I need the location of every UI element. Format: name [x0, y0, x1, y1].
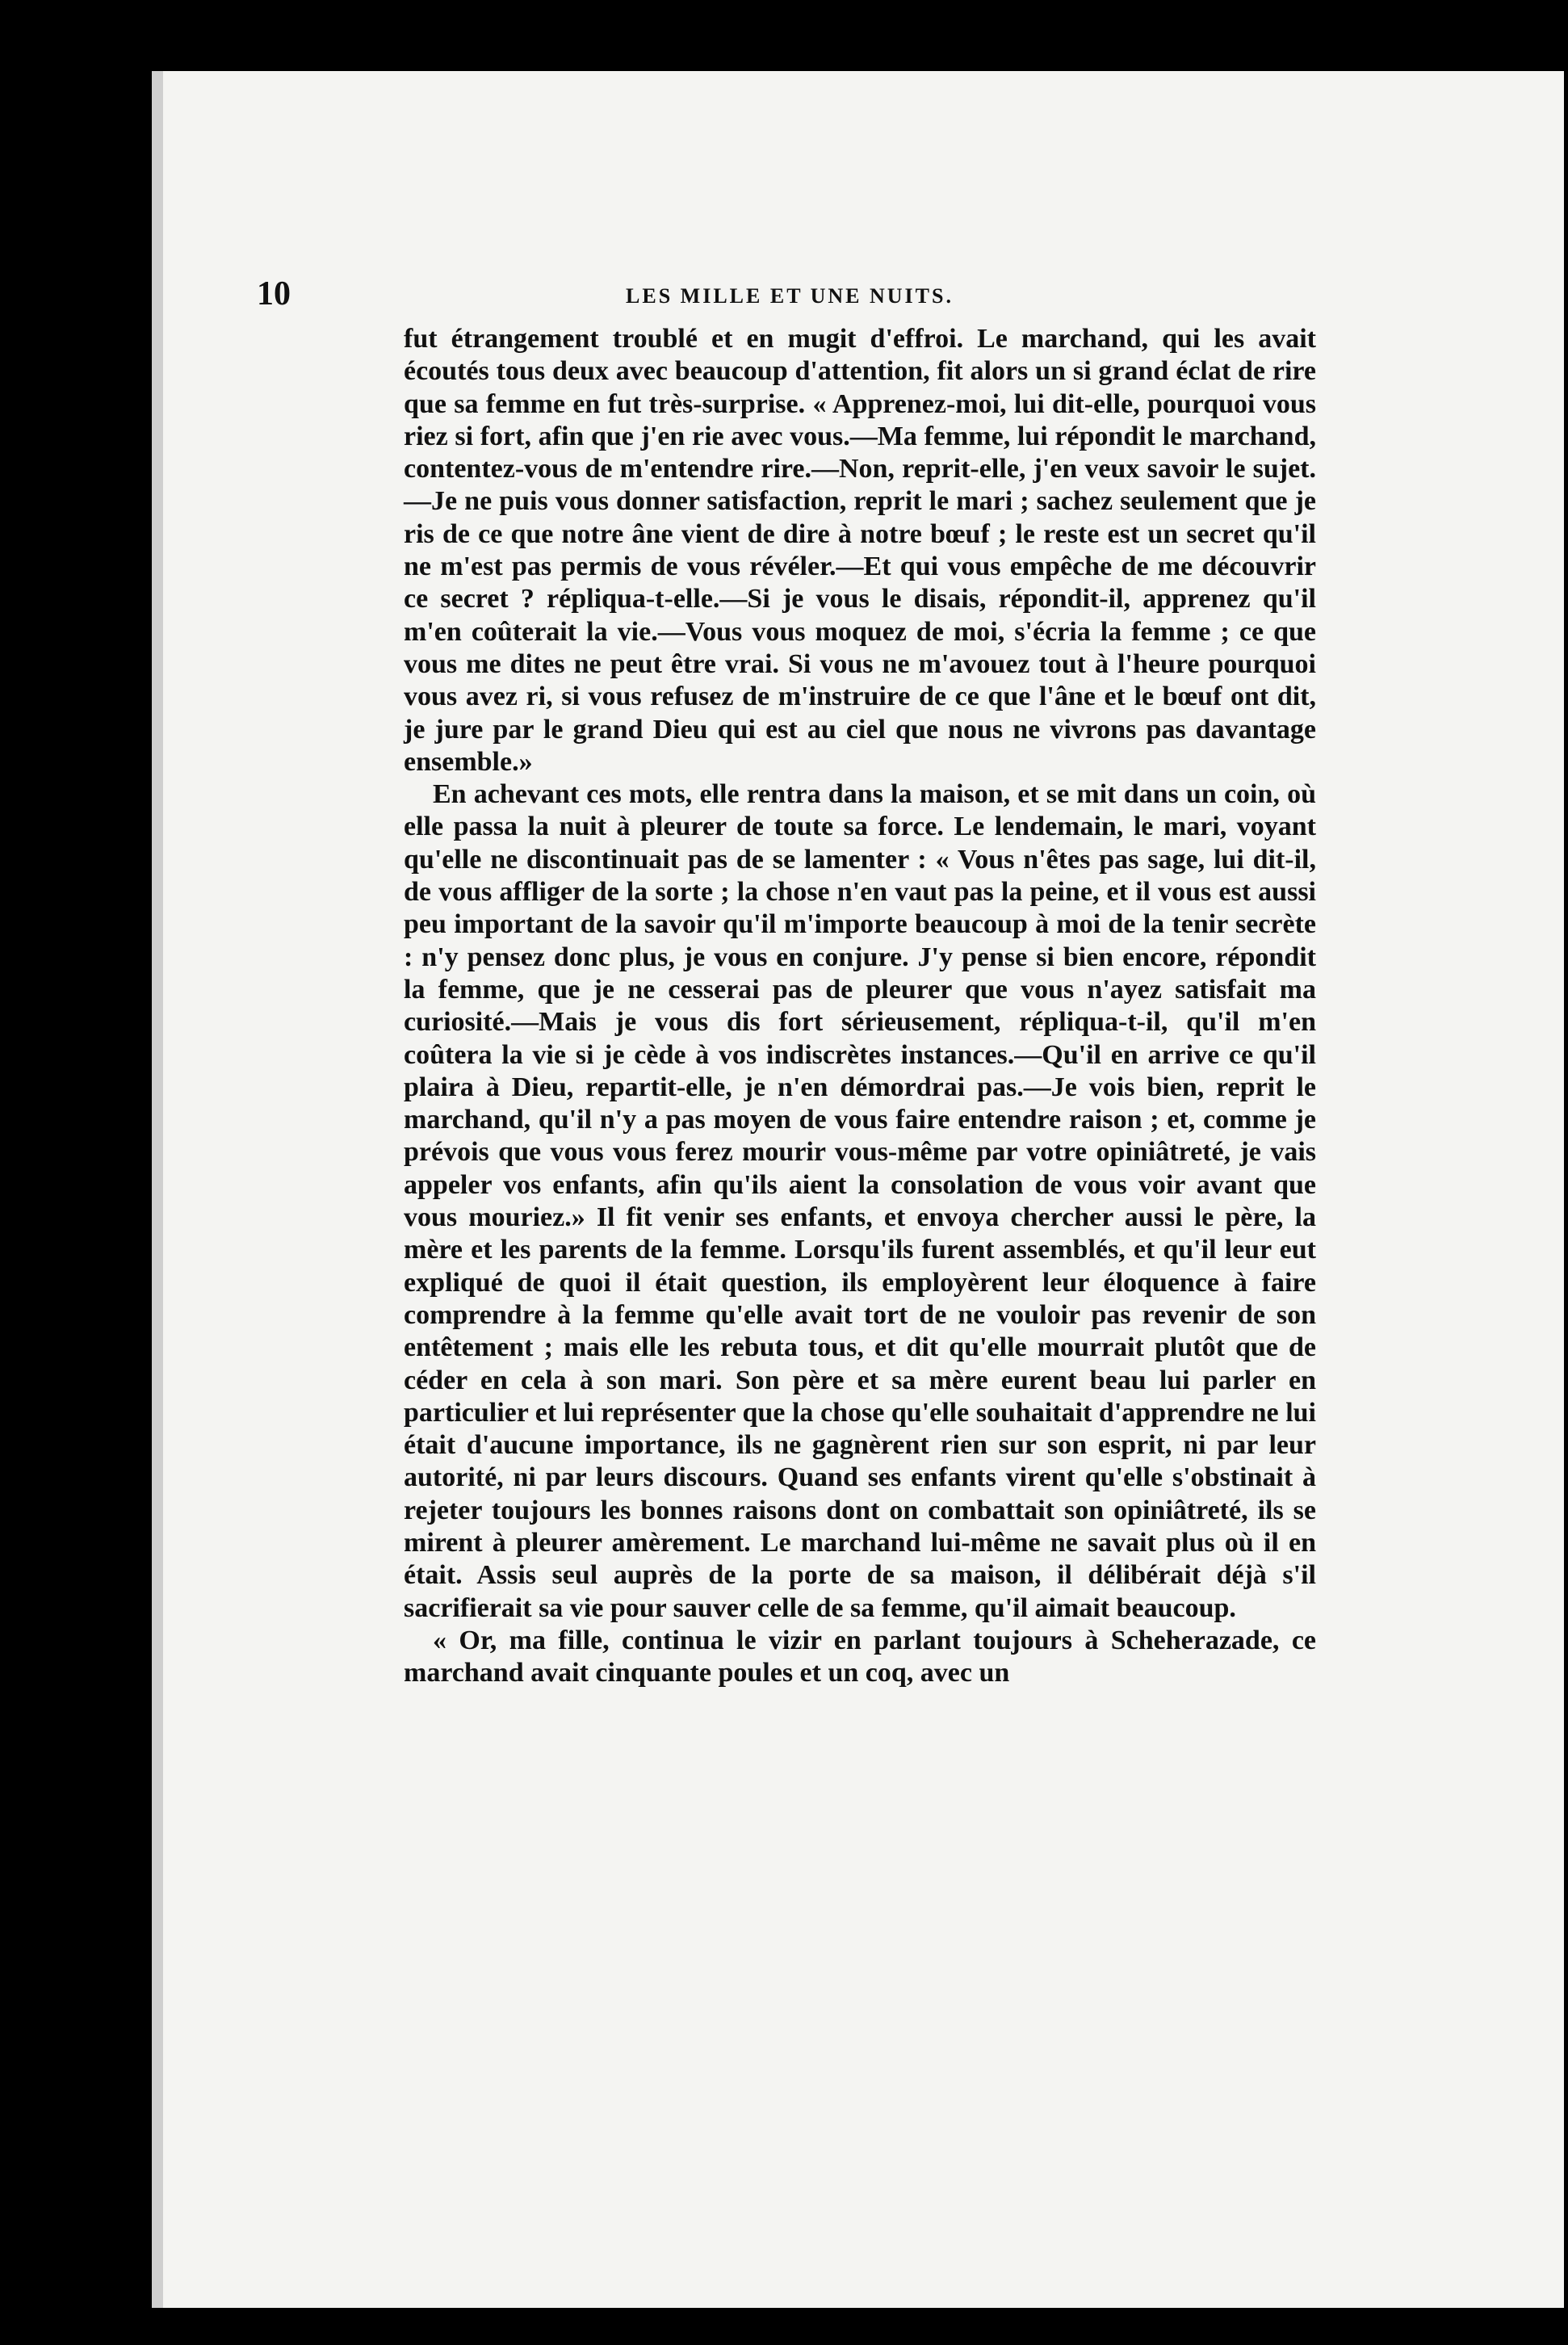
- body-text: [404, 323, 1316, 1689]
- paragraph: « Or, ma fille, continua le vizir en parlant toujours à Scheherazade, ce marchand avait cinquante poules et un coq, avec un: [404, 1625, 1316, 1688]
- paragraph: En achevant ces mots, elle rentra dans la maison, et se mit dans un coin, où elle passa la nuit à pleurer de toute sa force. Le lendemain, le mari, voyant qu'elle ne discontinuait pas de se lamenter : « Vous n'êtes pas sage, lui dit-il, de vous affliger de la sorte ; la chose n'en vaut pas la peine, et il vous est aussi peu important de la savoir qu'il m'importe beaucoup à moi de la tenir secrète : n'y pensez donc plus, je vous en conjure. J'y pense si bien encore, répondit la femme, que je ne cesserai pas de pleurer que vous n'ayez satisfait ma curiosité.—Mais je vous dis fort sérieusement, répliqua-t-il, qu'il m'en coûtera la vie si je cède à vos indiscrètes instances.—Qu'il en arrive ce qu'il plaira à Dieu, repartit-elle, je n'en démordrai pas.—Je vois bien, reprit le marchand, qu'il n'y a pas moyen de vous faire entendre raison ; et, comme je prévois que vous vous ferez mourir vous-même par votre opiniâtreté, je vais appeler vos enfants, afin qu'ils aient la consolation de vous voir avant que vous mouriez.» Il fit venir ses enfants, et envoya chercher aussi le père, la mère et les parents de la femme. Lorsqu'ils furent assemblés, et qu'il leur eut expliqué de quoi il était question, ils employèrent leur éloquence à faire comprendre à la femme qu'elle avait tort de ne vouloir pas revenir de son entêtement ; mais elle les rebuta tous, et dit qu'elle mourrait plutôt que de céder en cela à son mari. Son père et sa mère eurent beau lui parler en particulier et lui représenter que la chose qu'elle souhaitait d'apprendre ne lui était d'aucune importance, ils ne gagnèrent rien sur son esprit, ni par leur autorité, ni par leurs discours. Quand ses enfants virent qu'elle s'obstinait à rejeter toujours les bonnes raisons dont on combattait son opiniâtreté, ils se mirent à pleurer amèrement. Le marchand lui-même ne savait plus où il en était. Assis seul auprès de la porte de sa maison, il délibérait déjà s'il sacrifierait sa vie pour sauver celle de sa femme, qu'il aimait beaucoup.: [404, 779, 1316, 1623]
- paragraph: fut étrangement troublé et en mugit d'effroi. Le marchand, qui les avait écoutés tous deux avec beaucoup d'attention, fit alors un si grand éclat de rire que sa femme en fut très-surprise. « Apprenez-moi, lui dit-elle, pourquoi vous riez si fort, afin que j'en rie avec vous.—Ma femme, lui répondit le marchand, contentez-vous de m'entendre rire.—Non, reprit-elle, j'en veux savoir le sujet.—Je ne puis vous donner satisfaction, reprit le mari ; sachez seulement que je ris de ce que notre âne vient de dire à notre bœuf ; le reste est un secret qu'il ne m'est pas permis de vous révéler.—Et qui vous empêche de me découvrir ce secret ? répliqua-t-elle.—Si je vous le disais, répondit-il, apprenez qu'il m'en coûterait la vie.—Vous vous moquez de moi, s'écria la femme ; ce que vous me dites ne peut être vrai. Si vous ne m'avouez tout à l'heure pourquoi vous avez ri, si vous refusez de m'instruire de ce que l'âne et le bœuf ont dit, je jure par le grand Dieu qui est au ciel que nous ne vivrons pas davantage ensemble.»: [404, 324, 1316, 777]
- page-header: [257, 275, 1323, 323]
- scan-edge: [152, 71, 163, 2308]
- running-title: LES MILLE ET UNE NUITS.: [626, 284, 954, 308]
- page-number: 10: [257, 275, 291, 313]
